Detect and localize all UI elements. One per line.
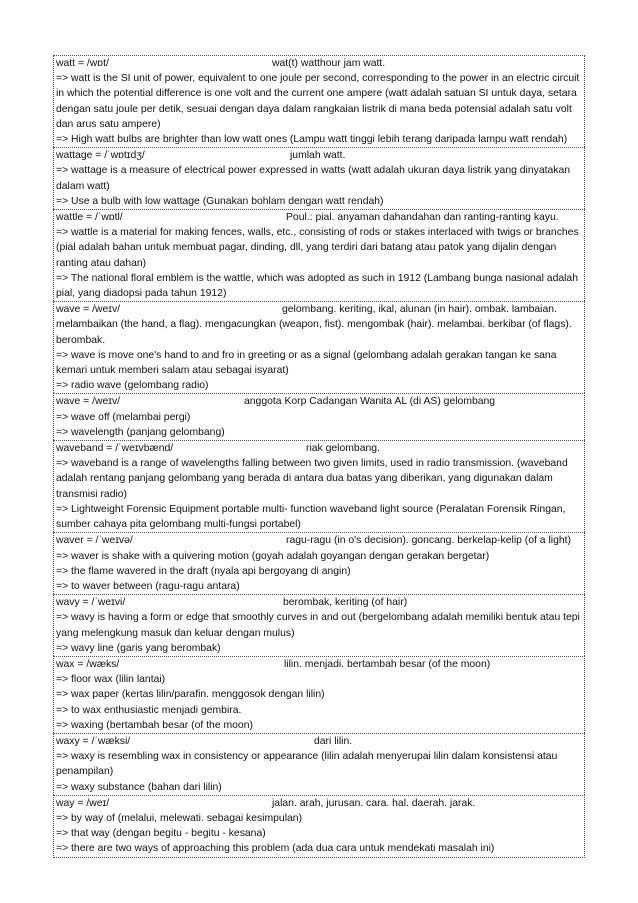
headword-pronunciation: wave = /weɪv/ (56, 396, 121, 408)
definition-line: => wattle is a material for making fences, walls, etc., consisting of rods or stakes interlaced with twigs or branches (pial adalah bahan untuk membuat pagar, dinding, dll, yang terdiri dari batang atau patok yang dijalin dengan ranting atau dahan) (56, 227, 579, 269)
definition-line: => wavy line (garis yang berombak) (56, 642, 221, 654)
headword-pronunciation: waver = /ˈweɪvə/ (56, 535, 133, 547)
translation: lilin. menjadi. bertambah besar (of the moon) (284, 658, 491, 670)
definition-line: => wavelength (panjang gelombang) (56, 426, 225, 438)
headword-pronunciation: wave = /weɪv/ (56, 304, 121, 316)
definition-line: melambaikan (the hand, a flag). mengacungkan (weapon, fist). mengombak (hair). melambai. berkibar (of flags). berombak. (56, 319, 572, 346)
dictionary-entry (53, 55, 585, 147)
translation: gelombang. keriting, ikal, alunan (in hair). ombak. lambaian. (282, 304, 557, 316)
definition-line: => floor wax (lilin lantai) (56, 674, 166, 686)
definition-line: => by way of (melalui, melewati. sebagai kesimpulan) (56, 812, 303, 824)
headword-pronunciation: wax = /wæks/ (56, 658, 120, 670)
headword-pronunciation: way = /weɪ/ (56, 797, 110, 809)
entry-header (56, 394, 582, 409)
dictionary-page (53, 55, 585, 858)
dictionary-entry (53, 440, 585, 532)
translation: jumlah watt. (290, 150, 346, 162)
headword-pronunciation: wattage = /ˈwɒtɪdʒ/ (56, 150, 145, 162)
translation: riak gelombang. (306, 443, 380, 455)
entry-header (56, 734, 582, 749)
translation: berombak, keriting (of hair) (283, 597, 408, 609)
definition-line: => radio wave (gelombang radio) (56, 380, 209, 392)
dictionary-entry (53, 795, 585, 858)
definition-line: => to wax enthusiastic menjadi gembira. (56, 704, 242, 716)
dictionary-entry (53, 656, 585, 733)
dictionary-entry (53, 209, 585, 301)
definition-line: => waver is shake with a quivering motion (goyah adalah goyangan dengan gerakan bergetar) (56, 550, 490, 562)
dictionary-entry (53, 594, 585, 656)
headword-pronunciation: watt = /wɒt/ (56, 58, 109, 69)
definition-line: => waxy substance (bahan dari lilin) (56, 781, 222, 793)
definition-line: => wave is move one's hand to and fro in greeting or as a signal (gelombang adalah gerakan tangan ke sana kemari untuk memberi salam atau sebagai isyarat) (56, 349, 557, 377)
definition-line: => the flame wavered in the draft (nyala api bergoyang di angin) (56, 565, 351, 577)
definition-line: => wavy is having a form or edge that smoothly curves in and out (bergelombang adalah memiliki bentuk atau tepi yang melengkung masuk dan keluar dengan mulus) (56, 612, 580, 639)
definition-line: => that way (dengan begitu - begitu - kesana) (56, 828, 266, 840)
entry-header (56, 533, 582, 548)
definition-line: => High watt bulbs are brighter than low watt ones (Lampu watt tinggi lebih terang daripada lampu watt rendah) (56, 134, 568, 146)
dictionary-entry (53, 147, 585, 209)
dictionary-entry (53, 301, 585, 393)
dictionary-entry (53, 532, 585, 594)
entry-header (56, 302, 582, 317)
entry-header (56, 441, 582, 456)
dictionary-entry (53, 393, 585, 440)
headword-pronunciation: waveband = /ˈweɪvbænd/ (56, 443, 174, 455)
entry-header (56, 657, 582, 672)
entry-header (56, 148, 582, 163)
definition-line: => Use a bulb with low wattage (Gunakan bohlam dengan watt rendah) (56, 195, 384, 207)
definition-line: => waveband is a range of wavelengths falling between two given limits, used in radio transmission. (waveband adalah rentang panjang gelombang yang berada di antara dua batas yang diberikan, yang digunakan dalam transmisi radio) (56, 458, 568, 500)
definition-line: => Lightweight Forensic Equipment portable multi- function waveband light source (Peralatan Forensik Ringan, sumber cahaya pita gelombang multi-fungsi portabel) (56, 503, 566, 531)
definition-line: => to waver between (ragu-ragu antara) (56, 580, 240, 592)
headword-pronunciation: wattle = /ˈwɒtl/ (56, 212, 123, 224)
definition-line: => The national floral emblem is the wattle, which was adopted as such in 1912 (Lambang bunga nasional adalah pial, yang diadopsi pada tahun 1912) (56, 272, 578, 300)
entry-header (56, 796, 582, 811)
translation: ragu-ragu (in o's decision). goncang. berkelap-kelip (of a light) (286, 535, 571, 547)
translation: dari lilin. (314, 735, 353, 747)
translation: wat(t) watthour jam watt. (272, 58, 386, 69)
definition-line: => waxy is resembling wax in consistency or appearance (lilin adalah menyerupai lilin dalam konsistensi atau penampilan) (56, 751, 558, 778)
entry-header (56, 595, 582, 610)
headword-pronunciation: wavy = /ˈweɪvi/ (56, 597, 126, 609)
translation: jalan. arah, jurusan. cara. hal. daerah. jarak. (272, 797, 476, 809)
entry-header (56, 210, 582, 225)
definition-line: => waxing (bertambah besar (of the moon) (56, 719, 253, 731)
definition-line: => watt is the SI unit of power, equivalent to one joule per second, corresponding to the power in an electric circuit in which the potential difference is one volt and the current one ampere (watt adalah satuan SI untuk daya, setara dengan satu joule per detik, sesuai dengan daya dalam rangkaian listrik di mana beda potensial adalah satu volt dan arus satu ampere) (56, 73, 580, 130)
headword-pronunciation: waxy = /ˈwæksi/ (56, 735, 131, 747)
entry-header (56, 56, 582, 71)
definition-line: => wattage is a measure of electrical power expressed in watts (watt adalah ukuran daya listrik yang dinyatakan dalam watt) (56, 165, 571, 192)
translation: anggota Korp Cadangan Wanita AL (di AS) gelombang (244, 396, 496, 408)
definition-line: => wax paper (kertas lilin/parafin. menggosok dengan lilin) (56, 689, 325, 701)
translation: Poul.: pial. anyaman dahandahan dan ranting-ranting kayu. (286, 212, 559, 224)
dictionary-entry (53, 733, 585, 795)
definition-line: => wave off (melambai pergi) (56, 411, 191, 423)
definition-line: => there are two ways of approaching this problem (ada dua cara untuk mendekati masalah ini) (56, 843, 495, 855)
